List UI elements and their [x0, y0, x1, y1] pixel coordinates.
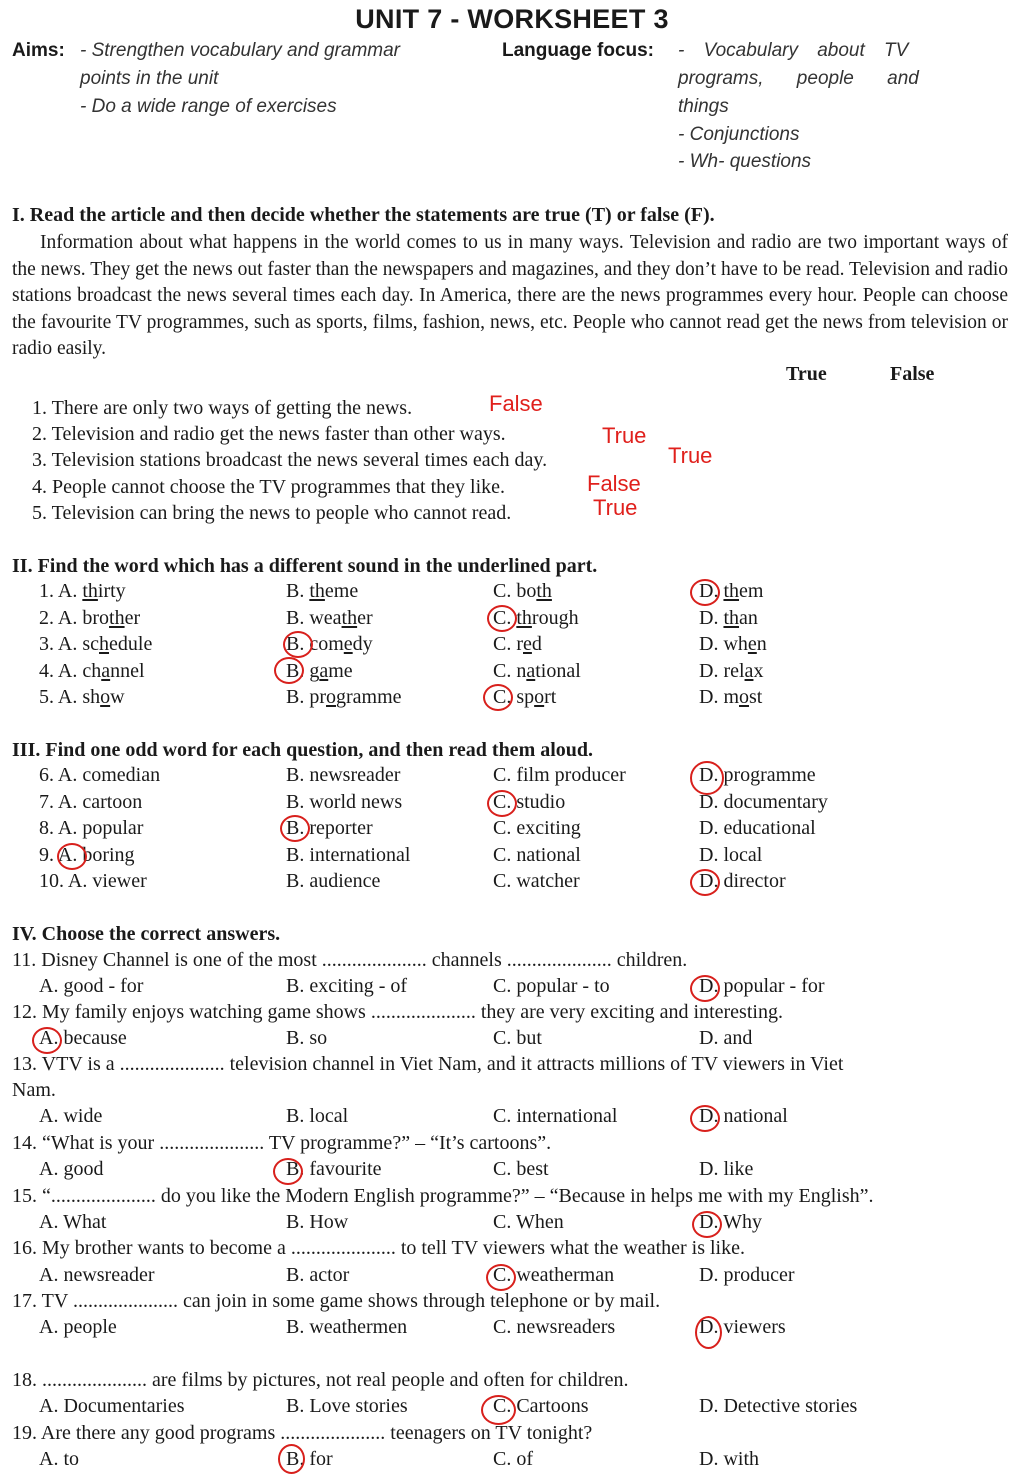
underlined-part: a: [526, 659, 536, 682]
option-text: me: [328, 659, 353, 682]
option-text: tional: [535, 659, 581, 682]
odd-word-option: D. documentary: [699, 790, 828, 813]
question-text: 16. My brother wants to become a ..................... to tell TV viewers what the weather is like.: [12, 1237, 745, 1259]
sound-option: [39, 580, 126, 603]
answer-circle-q13: [690, 1105, 720, 1132]
answer-circle-q12: [32, 1027, 62, 1054]
underlined-part: o: [100, 686, 111, 708]
section-3-heading: III. Find one odd word for each question, and then read them aloud.: [12, 739, 594, 761]
option-text: D.: [699, 686, 724, 708]
option-text: 5. A.: [39, 686, 83, 708]
answer-circle-q16: [486, 1264, 516, 1291]
option-text: C.: [493, 686, 517, 708]
answer-option: D. popular - for: [699, 975, 825, 997]
option-text: D.: [699, 580, 724, 602]
sound-option: [699, 607, 758, 630]
underlined-part: th: [309, 580, 325, 602]
sound-option: [286, 607, 373, 630]
option-text: w: [110, 686, 125, 708]
odd-word-option: 10. A. viewer: [39, 870, 147, 892]
underlined-part: h: [99, 633, 110, 655]
column-false: False: [890, 363, 935, 385]
answer-option: B. weathermen: [286, 1316, 408, 1338]
answer-option: D. viewers: [699, 1316, 786, 1338]
sound-option: [39, 660, 145, 683]
answer-circle-q1: [690, 579, 720, 606]
question-text: 12. My family enjoys watching game shows ..................... they are very exciting and interesting.: [12, 1001, 783, 1023]
answer-circle-q9: [57, 843, 87, 870]
statement-4: 4. People cannot choose the TV programmes that they like.: [32, 476, 506, 498]
answer-5: True: [593, 495, 638, 520]
option-text: rt: [544, 686, 557, 708]
underlined-part: o: [739, 686, 750, 708]
option-text: wea: [309, 606, 342, 629]
answer-option: C. When: [493, 1211, 564, 1233]
section-1-paragraph: Information about what happens in the world comes to us in many ways. Television and radio are two important ways of the news. They get the news out faster than the newspapers and magazines, and they don’t have to be read. Television and radio stations broadcast the news several times each day. In America, there are the news programmes every hour. People can choose the favourite TV programmes, such as sports, films, fashion, news, etc. People who cannot read get the news from television or radio easily.: [12, 232, 1008, 359]
section-4-heading: IV. Choose the correct answers.: [12, 923, 281, 945]
underlined-part: a: [744, 659, 754, 682]
answer-1: False: [489, 391, 543, 416]
option-text: nnel: [110, 659, 145, 682]
answer-circle-q10: [690, 869, 720, 896]
answer-circle-q3: [283, 631, 313, 658]
odd-word-option: B. audience: [286, 870, 381, 892]
odd-word-option: B. international: [286, 843, 411, 866]
option-text: 3. A.: [39, 633, 83, 655]
section-1-heading: I. Read the article and then decide whether the statements are true (T) or false (F).: [12, 204, 715, 226]
answer-circle-q8: [280, 815, 310, 842]
answer-circle-q6: [690, 761, 724, 795]
option-text: rough: [531, 606, 579, 629]
answer-circle-q15: [692, 1211, 722, 1238]
answer-option: A. good - for: [39, 975, 144, 997]
option-text: sh: [82, 686, 101, 708]
sound-option: [493, 633, 542, 656]
answer-option: C. Cartoons: [493, 1395, 589, 1417]
option-text: rel: [723, 659, 745, 682]
question-text: 11. Disney Channel is one of the most ..................... channels ..................... children.: [12, 949, 688, 971]
underlined-part: th: [516, 606, 532, 629]
answer-2: True: [602, 423, 647, 448]
option-text: D.: [699, 659, 724, 682]
option-text: C.: [493, 580, 517, 602]
option-text: C.: [493, 633, 517, 655]
odd-word-option: B. world news: [286, 790, 403, 813]
option-text: dy: [352, 633, 373, 655]
option-text: B.: [286, 633, 310, 655]
worksheet-title: UNIT 7 - WORKSHEET 3: [355, 4, 669, 34]
odd-word-option: D. programme: [699, 764, 816, 786]
focus-line-1: - Vocabulary about TV: [678, 40, 909, 61]
option-text: com: [309, 633, 344, 655]
odd-word-option: D. educational: [699, 817, 816, 839]
answer-option: A. good: [39, 1158, 104, 1180]
question-text: 18. ..................... are films by pictures, not real people and often for children.: [12, 1369, 629, 1391]
option-text: irty: [97, 580, 126, 602]
underlined-part: th: [536, 580, 552, 602]
answer-circle-q2: [487, 605, 517, 632]
odd-word-option: 9. A. boring: [39, 843, 135, 866]
option-text: bo: [516, 580, 537, 602]
answer-option: B. so: [286, 1027, 328, 1049]
option-text: r: [516, 633, 524, 655]
option-text: C.: [493, 606, 517, 629]
option-text: 4. A.: [39, 659, 83, 682]
question-text: 14. “What is your ..................... TV programme?” – “It’s cartoons”.: [12, 1132, 552, 1154]
sound-option: [39, 607, 140, 630]
answer-option: B. local: [286, 1105, 349, 1127]
aims-line-1: - Strengthen vocabulary and grammar: [80, 40, 400, 61]
question-text: 13. VTV is a ..................... television channel in Viet Nam, and it attracts millions of TV viewers in Viet: [12, 1053, 844, 1075]
option-text: er: [357, 606, 373, 629]
focus-line-4: - Conjunctions: [678, 124, 800, 145]
option-text: 2. A.: [39, 606, 83, 629]
answer-option: A. What: [39, 1211, 107, 1233]
aims-line-2: points in the unit: [80, 68, 219, 89]
option-text: B.: [286, 659, 310, 682]
option-text: C.: [493, 659, 517, 682]
odd-word-option: C. exciting: [493, 817, 581, 839]
answer-option: C. international: [493, 1105, 618, 1127]
answer-option: C. popular - to: [493, 975, 610, 997]
underlined-part: o: [534, 686, 545, 708]
odd-word-option: C. watcher: [493, 870, 580, 892]
sound-option: [699, 686, 762, 709]
answer-option: B. actor: [286, 1264, 350, 1286]
option-text: D.: [699, 606, 724, 629]
odd-word-option: D. local: [699, 843, 763, 866]
underlined-part: th: [341, 606, 358, 629]
focus-line-5: - Wh- questions: [678, 151, 812, 172]
focus-line-3: things: [678, 96, 729, 117]
underlined-part: o: [326, 686, 337, 708]
odd-word-option: D. director: [699, 870, 786, 892]
answer-option: C. weatherman: [493, 1264, 615, 1286]
answer-circle-q17: [695, 1316, 722, 1349]
answer-option: D. like: [699, 1158, 754, 1180]
option-text: D.: [699, 633, 724, 655]
statement-3: 3. Television stations broadcast the news several times each day.: [32, 449, 548, 471]
option-text: sp: [516, 686, 535, 708]
option-text: st: [749, 686, 763, 708]
answer-circle-q4: [274, 657, 304, 684]
answer-option: A. Documentaries: [39, 1395, 185, 1417]
answer-option: D. national: [699, 1105, 788, 1127]
sound-option: [493, 660, 581, 683]
question-text: Nam.: [12, 1079, 56, 1101]
option-text: 1. A.: [39, 580, 83, 602]
aims-label: Aims:: [12, 40, 65, 61]
statement-1: 1. There are only two ways of getting the news.: [32, 397, 413, 419]
option-text: d: [531, 633, 542, 655]
answer-option: D. and: [699, 1027, 753, 1049]
option-text: bro: [82, 606, 110, 629]
answer-option: A. newsreader: [39, 1264, 155, 1286]
underlined-part: th: [723, 606, 740, 629]
odd-word-option: 8. A. popular: [39, 817, 144, 839]
sound-option: [699, 633, 767, 656]
option-text: n: [516, 659, 527, 682]
underlined-part: e: [747, 633, 757, 655]
option-text: er: [124, 606, 141, 629]
answer-option: B. exciting - of: [286, 975, 408, 997]
answer-option: B. How: [286, 1211, 349, 1233]
answer-option: C. of: [493, 1448, 533, 1470]
option-text: wh: [723, 633, 748, 655]
option-text: B.: [286, 580, 310, 602]
answer-option: B. for: [286, 1448, 333, 1470]
odd-word-option: C. national: [493, 843, 581, 866]
sound-option: [39, 633, 152, 656]
underlined-part: th: [109, 606, 125, 629]
underlined-part: a: [319, 659, 329, 682]
answer-option: D. producer: [699, 1264, 795, 1286]
sound-option: [39, 686, 125, 709]
answer-option: A. to: [39, 1448, 79, 1470]
option-text: m: [723, 686, 740, 708]
answer-circle-q7: [487, 790, 517, 817]
underlined-part: a: [101, 659, 111, 682]
odd-word-option: B. newsreader: [286, 764, 401, 786]
statement-5: 5. Television can bring the news to people who cannot read.: [32, 502, 512, 524]
answer-circle-q14: [273, 1158, 303, 1185]
answer-option: C. newsreaders: [493, 1316, 616, 1338]
focus-label: Language focus:: [502, 40, 655, 61]
odd-word-option: C. studio: [493, 790, 566, 813]
sound-option: [286, 580, 358, 603]
section-2-heading: II. Find the word which has a different sound in the underlined part.: [12, 555, 598, 577]
answer-option: B. favourite: [286, 1158, 382, 1180]
option-text: sc: [82, 633, 100, 655]
focus-line-2: programs, people and: [678, 68, 919, 89]
answer-circle-q18: [481, 1395, 516, 1425]
sound-option: [699, 660, 763, 683]
underlined-part: th: [723, 580, 740, 602]
answer-option: A. people: [39, 1316, 117, 1338]
answer-3: True: [668, 443, 713, 468]
underlined-part: e: [523, 633, 532, 655]
option-text: an: [739, 606, 758, 629]
option-text: g: [309, 659, 320, 682]
answer-option: D. Detective stories: [699, 1395, 858, 1417]
option-text: B.: [286, 606, 310, 629]
option-text: ch: [82, 659, 102, 682]
option-text: edule: [109, 633, 153, 655]
answer-circle-q5: [483, 684, 513, 711]
underlined-part: th: [82, 580, 98, 602]
answer-option: C. best: [493, 1158, 549, 1180]
odd-word-option: 6. A. comedian: [39, 764, 161, 786]
answer-option: C. but: [493, 1027, 542, 1049]
question-text: 19. Are there any good programs ..................... teenagers on TV tonight?: [12, 1422, 593, 1444]
answer-circle-q11: [690, 975, 720, 1002]
odd-word-option: B. reporter: [286, 817, 373, 839]
odd-word-option: 7. A. cartoon: [39, 790, 143, 813]
option-text: gramme: [336, 686, 402, 708]
column-true: True: [786, 363, 827, 385]
option-text: x: [753, 659, 764, 682]
sound-option: [493, 580, 552, 603]
statement-2: 2. Television and radio get the news faster than other ways.: [32, 423, 506, 445]
answer-4: False: [587, 471, 641, 496]
option-text: em: [739, 580, 764, 602]
question-text: 15. “..................... do you like the Modern English programme?” – “Because in helps me with my English”.: [12, 1185, 874, 1207]
answer-option: D. with: [699, 1448, 759, 1470]
answer-option: A. wide: [39, 1105, 103, 1127]
answer-circle-q19: [278, 1444, 305, 1474]
aims-line-3: - Do a wide range of exercises: [80, 96, 337, 117]
option-text: n: [756, 633, 767, 655]
option-text: eme: [324, 580, 359, 602]
odd-word-option: C. film producer: [493, 764, 626, 786]
question-text: 17. TV ..................... can join in some game shows through telephone or by mail.: [12, 1290, 661, 1312]
option-text: B.: [286, 686, 310, 708]
sound-option: [286, 686, 402, 709]
answer-option: A. because: [39, 1027, 127, 1049]
underlined-part: e: [343, 633, 353, 655]
answer-option: B. Love stories: [286, 1395, 408, 1417]
answer-option: D. Why: [699, 1211, 762, 1233]
option-text: pr: [309, 686, 327, 708]
